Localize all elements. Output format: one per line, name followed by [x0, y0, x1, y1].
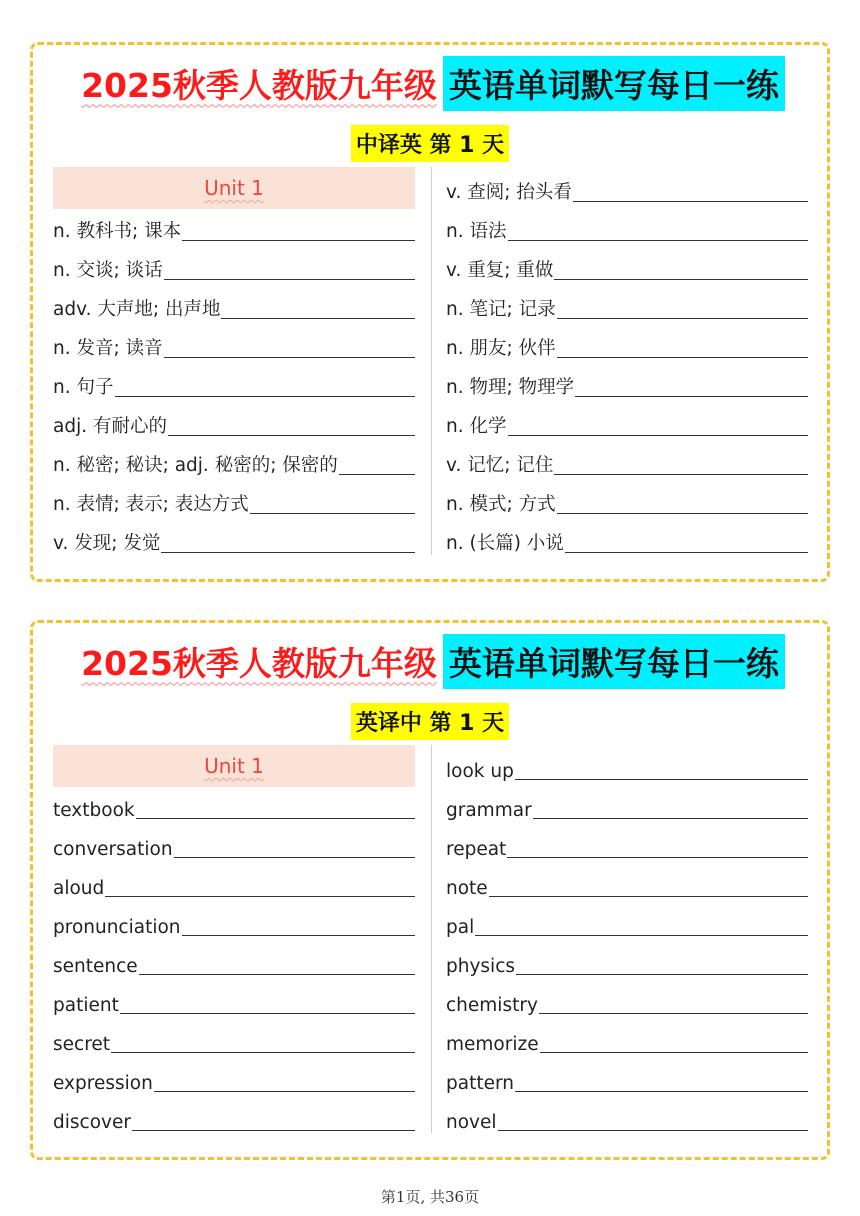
vocab-prompt: n. 秘密; 秘诀; adj. 秘密的; 保密的 — [53, 455, 338, 476]
vocab-prompt: grammar — [446, 800, 532, 821]
answer-blank[interactable] — [498, 1130, 808, 1131]
answer-blank[interactable] — [136, 818, 415, 819]
unit-header: Unit 1 — [53, 167, 415, 209]
vocab-prompt: n. 模式; 方式 — [446, 494, 556, 515]
vocab-row — [53, 1060, 415, 1099]
vocab-prompt: n. 句子 — [53, 377, 114, 398]
vocab-prompt: v. 查阅; 抬头看 — [446, 182, 572, 203]
answer-blank[interactable] — [182, 240, 415, 241]
answer-blank[interactable] — [120, 1013, 415, 1014]
vocab-row — [53, 826, 415, 865]
answer-blank[interactable] — [221, 318, 415, 319]
answer-blank[interactable] — [111, 1052, 415, 1053]
vocab-row — [446, 167, 808, 209]
left-column — [53, 167, 415, 560]
answer-blank[interactable] — [168, 435, 415, 436]
answer-blank[interactable] — [565, 552, 808, 553]
worksheet-title — [33, 53, 827, 113]
vocab-prompt: v. 发现; 发觉 — [53, 533, 161, 554]
vocab-prompt: physics — [446, 956, 516, 977]
vocab-row — [53, 1099, 415, 1138]
vocab-row — [446, 1060, 808, 1099]
column-divider — [431, 167, 432, 555]
vocab-row — [53, 443, 415, 482]
answer-blank[interactable] — [139, 974, 415, 975]
vocab-row — [53, 404, 415, 443]
vocab-prompt: look up — [446, 761, 514, 782]
answer-blank[interactable] — [557, 357, 808, 358]
answer-blank[interactable] — [516, 974, 808, 975]
vocab-row — [53, 365, 415, 404]
vocab-prompt: n. 语法 — [446, 221, 507, 242]
answer-blank[interactable] — [557, 318, 808, 319]
vocab-prompt: n. 交谈; 谈话 — [53, 260, 163, 281]
vocab-prompt: n. 发音; 读音 — [53, 338, 163, 359]
answer-blank[interactable] — [164, 357, 415, 358]
vocab-prompt: chemistry — [446, 995, 538, 1016]
vocab-prompt: aloud — [53, 878, 105, 899]
vocab-row — [446, 521, 808, 560]
vocab-row — [446, 787, 808, 826]
vocab-row — [446, 865, 808, 904]
answer-blank[interactable] — [489, 896, 808, 897]
answer-blank[interactable] — [339, 474, 415, 475]
vocab-prompt: repeat — [446, 839, 507, 860]
vocab-prompt: v. 记忆; 记住 — [446, 455, 554, 476]
answer-blank[interactable] — [539, 1013, 808, 1014]
vocab-row — [53, 1021, 415, 1060]
vocab-row — [446, 1021, 808, 1060]
vocab-row — [53, 521, 415, 560]
title-part-highlight: 英语单词默写每日一练 — [443, 56, 785, 111]
vocab-row — [446, 943, 808, 982]
vocab-row — [446, 904, 808, 943]
vocab-row — [446, 326, 808, 365]
answer-blank[interactable] — [515, 1091, 808, 1092]
answer-blank[interactable] — [533, 818, 808, 819]
vocab-prompt: n. (长篇) 小说 — [446, 533, 564, 554]
vocab-row — [446, 209, 808, 248]
vocab-prompt: secret — [53, 1034, 111, 1055]
column-divider — [431, 745, 432, 1133]
vocab-row — [53, 787, 415, 826]
vocab-row — [446, 248, 808, 287]
vocab-prompt: pattern — [446, 1073, 514, 1094]
answer-blank[interactable] — [554, 474, 808, 475]
answer-blank[interactable] — [515, 779, 808, 780]
answer-blank[interactable] — [508, 435, 809, 436]
answer-blank[interactable] — [575, 396, 808, 397]
vocab-row — [53, 287, 415, 326]
vocab-prompt: pal — [446, 917, 475, 938]
vocab-prompt: n. 物理; 物理学 — [446, 377, 575, 398]
worksheet-card-en-zh — [30, 620, 830, 1160]
answer-blank[interactable] — [475, 935, 808, 936]
vocab-prompt: expression — [53, 1073, 153, 1094]
vocab-prompt: adv. 大声地; 出声地 — [53, 299, 221, 320]
vocab-prompt: v. 重复; 重做 — [446, 260, 554, 281]
vocab-row — [446, 404, 808, 443]
answer-blank[interactable] — [174, 857, 415, 858]
vocab-row — [53, 865, 415, 904]
answer-blank[interactable] — [554, 279, 808, 280]
vocab-row — [53, 248, 415, 287]
worksheet-card-zh-en — [30, 42, 830, 582]
answer-blank[interactable] — [540, 1052, 808, 1053]
section-subtitle: 中译英 第 1 天 — [351, 125, 509, 162]
answer-blank[interactable] — [132, 1130, 415, 1131]
vocab-prompt: sentence — [53, 956, 138, 977]
vocab-row — [446, 443, 808, 482]
answer-blank[interactable] — [507, 857, 808, 858]
answer-blank[interactable] — [164, 279, 415, 280]
answer-blank[interactable] — [154, 1091, 415, 1092]
title-part-highlight: 英语单词默写每日一练 — [443, 634, 785, 689]
vocab-row — [446, 982, 808, 1021]
answer-blank[interactable] — [250, 513, 415, 514]
vocab-prompt: n. 教科书; 课本 — [53, 221, 182, 242]
answer-blank[interactable] — [182, 935, 415, 936]
vocab-prompt: novel — [446, 1112, 497, 1133]
vocab-prompt: n. 化学 — [446, 416, 507, 437]
vocab-row — [53, 982, 415, 1021]
vocab-row — [53, 326, 415, 365]
vocab-prompt: adj. 有耐心的 — [53, 416, 167, 437]
vocab-row — [53, 904, 415, 943]
vocab-row — [446, 365, 808, 404]
vocab-prompt: n. 表情; 表示; 表达方式 — [53, 494, 249, 515]
answer-blank[interactable] — [573, 201, 808, 202]
unit-header: Unit 1 — [53, 745, 415, 787]
vocab-prompt: patient — [53, 995, 119, 1016]
vocab-prompt: conversation — [53, 839, 173, 860]
right-column — [446, 167, 808, 560]
left-column — [53, 745, 415, 1138]
vocab-prompt: memorize — [446, 1034, 539, 1055]
title-part-red: 2025秋季人教版九年级 — [81, 65, 437, 105]
vocab-prompt: pronunciation — [53, 917, 181, 938]
vocab-row — [53, 943, 415, 982]
vocab-row — [446, 1099, 808, 1138]
answer-blank[interactable] — [557, 513, 808, 514]
vocab-row — [446, 482, 808, 521]
vocab-row — [53, 482, 415, 521]
right-column — [446, 745, 808, 1138]
vocab-prompt: discover — [53, 1112, 131, 1133]
vocab-row — [446, 287, 808, 326]
answer-blank[interactable] — [115, 396, 416, 397]
section-subtitle: 英译中 第 1 天 — [351, 703, 509, 740]
title-part-red: 2025秋季人教版九年级 — [81, 643, 437, 683]
answer-blank[interactable] — [105, 896, 415, 897]
vocab-prompt: textbook — [53, 800, 135, 821]
answer-blank[interactable] — [161, 552, 415, 553]
page-footer: 第1页, 共36页 — [380, 1188, 480, 1206]
vocab-prompt: n. 朋友; 伙伴 — [446, 338, 556, 359]
answer-blank[interactable] — [508, 240, 809, 241]
worksheet-title — [33, 631, 827, 691]
vocab-row — [446, 826, 808, 865]
vocab-row — [53, 209, 415, 248]
vocab-prompt: note — [446, 878, 488, 899]
vocab-row — [446, 745, 808, 787]
vocab-prompt: n. 笔记; 记录 — [446, 299, 556, 320]
